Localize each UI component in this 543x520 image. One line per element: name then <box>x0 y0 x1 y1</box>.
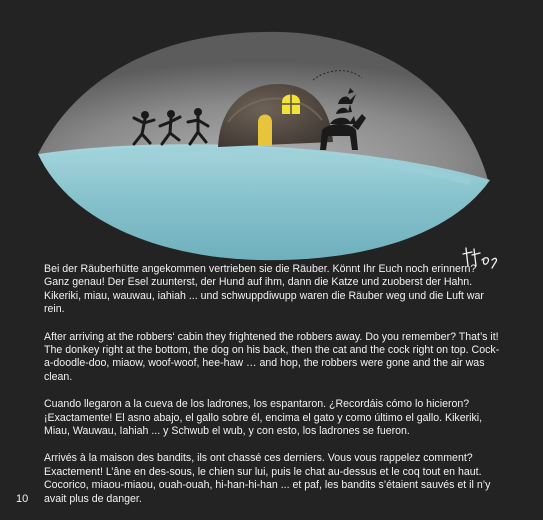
story-text <box>44 263 504 520</box>
paragraph-german: Bei der Räuberhütte angekommen vertrieben sie die Räuber. Könnt Ihr Euch noch erinnern? Ganz genau! Der Esel zuunterst, der Hund auf ihm, dann die Katze und zuoberst der Hahn. Kikeriki, miau, wauwau, iahiah ... und schwuppdiwupp waren die Räuber weg und die Luft war rein. <box>44 263 484 316</box>
illustration-robbers-cabin <box>30 22 500 287</box>
paragraph-spanish: Cuando llegaron a la cueva de los ladrones, los espantaron. ¿Recordáis cómo lo hicieron? ¡Exactamente! El asno abajo, el gallo sobre él, encima el gato y como último el gallo. Kikeriki, Miau, Wauwau, Iahiah ... y Schwub el wub, y con esto, los ladrones se fueron. <box>44 398 483 438</box>
paragraph-french: Arrivés à la maison des bandits, ils ont chassé ces derniers. Vous vous rappelez comment? Exactement! L’âne en des-sous, le chien sur lui, puis le chat au-dessus et le coq tout en haut. Cocorico, miaou-miaou, ouah-ouah, hi-han-hi-han ... et paf, les bandits s’étaient sauvés et il n’y avait plus de danger. <box>44 452 491 505</box>
paragraph-english: After arriving at the robbers‘ cabin they frightened the robbers away. Do you remember? That’s it! The donkey right at the bottom, the dog on his back, then the cat and the cock right on top. Cock-a-doodle-doo, miaow, woof-woof, hee-haw … and hop, the robbers were gone and the air was clean. <box>44 330 500 383</box>
cabin-door <box>258 115 272 147</box>
page-number: 10 <box>16 493 29 505</box>
